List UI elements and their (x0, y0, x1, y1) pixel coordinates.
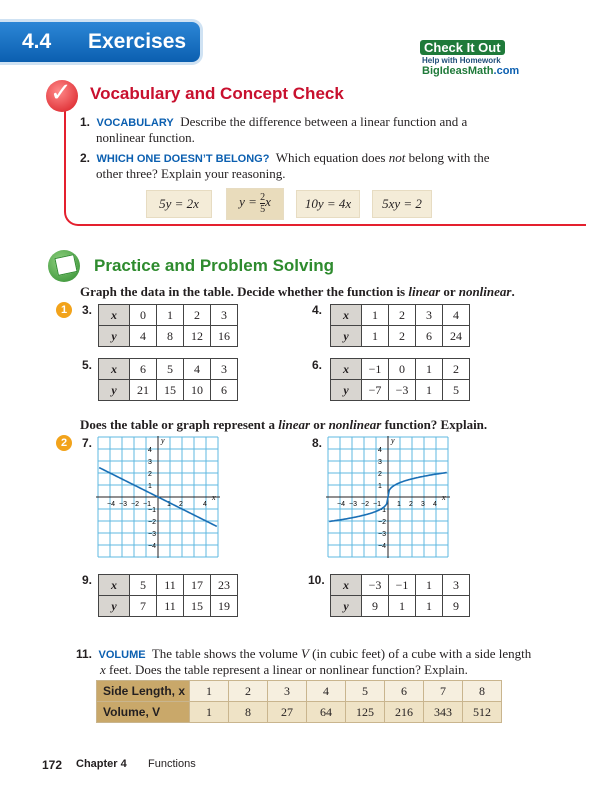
x-tick-label: 1 (397, 501, 401, 508)
example-badge-2[interactable]: 2 (56, 435, 72, 451)
x-tick-label: −4 (107, 501, 115, 508)
instruction-1: Graph the data in the table. Decide whether the function is linear or nonlinear. (80, 284, 515, 299)
x-tick-label: 4 (433, 501, 437, 508)
page-number: 172 (42, 758, 63, 772)
y-tick-label: 2 (378, 471, 382, 478)
equation-b: y = $\frac{2}{5}$ x (226, 188, 284, 220)
x-tick-label: 4 (203, 501, 207, 508)
y-tick-label: −1 (378, 507, 386, 514)
x-tick-label: −1 (373, 501, 381, 508)
problem-8-number: 8. (312, 436, 323, 450)
x-tick-label: −3 (119, 501, 127, 508)
bigideasmath-label: BigIdeasMath.com (422, 65, 520, 77)
equation-d: 5xy = 2 (372, 190, 432, 218)
table-problem-3: x 0 1 2 3 y 4 8 12 16 (98, 304, 238, 347)
y-tick-label: 1 (148, 483, 152, 490)
question-2: 2. WHICH ONE DOESN’T BELONG? Which equation does not belong with the (80, 150, 490, 165)
chapter-label: Chapter 4 (76, 758, 127, 770)
chapter-name: Functions (148, 758, 196, 770)
question-2-cont: other three? Explain your reasoning. (96, 166, 286, 181)
y-axis-label: y (391, 436, 395, 445)
y-tick-label: 3 (378, 459, 382, 466)
y-tick-label: −1 (148, 507, 156, 514)
graph-problem-8 (326, 436, 450, 558)
table-problem-6: x −1 0 1 2 y −7 −3 1 5 (330, 358, 470, 401)
check-it-out-label: Check It Out (420, 40, 505, 55)
question-1-cont: nonlinear function. (96, 130, 195, 145)
y-tick-label: −3 (378, 531, 386, 538)
problem-3-number: 3. (82, 303, 93, 317)
y-tick-label: −3 (148, 531, 156, 538)
x-tick-label: 2 (179, 501, 183, 508)
y-tick-label: 3 (148, 459, 152, 466)
y-tick-label: −4 (148, 543, 156, 550)
help-with-homework-label: Help with Homework (422, 56, 501, 65)
y-tick-label: −2 (148, 519, 156, 526)
checkmark-glyph: ✓ (50, 78, 72, 108)
x-tick-label: −2 (131, 501, 139, 508)
x-axis-label: x (442, 493, 446, 502)
problem-9-number: 9. (82, 573, 93, 587)
vocab-heading: Vocabulary and Concept Check (90, 84, 344, 103)
y-tick-label: −4 (378, 543, 386, 550)
x-tick-label: 3 (421, 501, 425, 508)
x-tick-label: 2 (409, 501, 413, 508)
x-tick-label: 1 (167, 501, 171, 508)
problem-10-number: 10. (308, 573, 325, 587)
problem-5-number: 5. (82, 358, 93, 372)
check-it-out-logo[interactable] (414, 40, 534, 80)
y-tick-label: 1 (378, 483, 382, 490)
practice-heading: Practice and Problem Solving (94, 256, 334, 275)
table-problem-10: x −3 −1 1 3 y 9 1 1 9 (330, 574, 470, 617)
y-tick-label: −2 (378, 519, 386, 526)
question-11-cont: x feet. Does the table represent a linear or nonlinear function? Explain. (100, 662, 468, 677)
x-tick-label: −3 (349, 501, 357, 508)
question-11: 11. VOLUME The table shows the volume V (in cubic feet) of a cube with a side length (76, 646, 532, 661)
section-number: 4.4 (22, 30, 52, 53)
y-tick-label: 2 (148, 471, 152, 478)
x-tick-label: −4 (337, 501, 345, 508)
problem-4-number: 4. (312, 303, 323, 317)
equation-a: 5y = 2x (146, 190, 212, 218)
question-1: 1. VOCABULARY Describe the difference between a linear function and a (80, 114, 468, 129)
problem-7-number: 7. (82, 436, 93, 450)
x-tick-label: −2 (361, 501, 369, 508)
problem-6-number: 6. (312, 358, 323, 372)
y-tick-label: 4 (378, 447, 382, 454)
table-problem-4: x 1 2 3 4 y 1 2 6 24 (330, 304, 470, 347)
example-badge-1[interactable]: 1 (56, 302, 72, 318)
y-tick-label: 4 (148, 447, 152, 454)
table-problem-9: x 5 11 17 23 y 7 11 15 19 (98, 574, 238, 617)
section-title: Exercises (88, 30, 187, 53)
instruction-2: Does the table or graph represent a linear or nonlinear function? Explain. (80, 417, 488, 432)
table-problem-5: x 6 5 4 3 y 21 15 10 6 (98, 358, 238, 401)
x-axis-label: x (212, 493, 216, 502)
y-axis-label: y (161, 436, 165, 445)
graph-problem-7 (96, 436, 220, 558)
equation-c: 10y = 4x (296, 190, 360, 218)
volume-table: Side Length, x 1 2 3 4 5 6 7 8 Volume, V 1 8 27 64 125 216 343 512 (96, 680, 502, 723)
x-tick-label: −1 (143, 501, 151, 508)
